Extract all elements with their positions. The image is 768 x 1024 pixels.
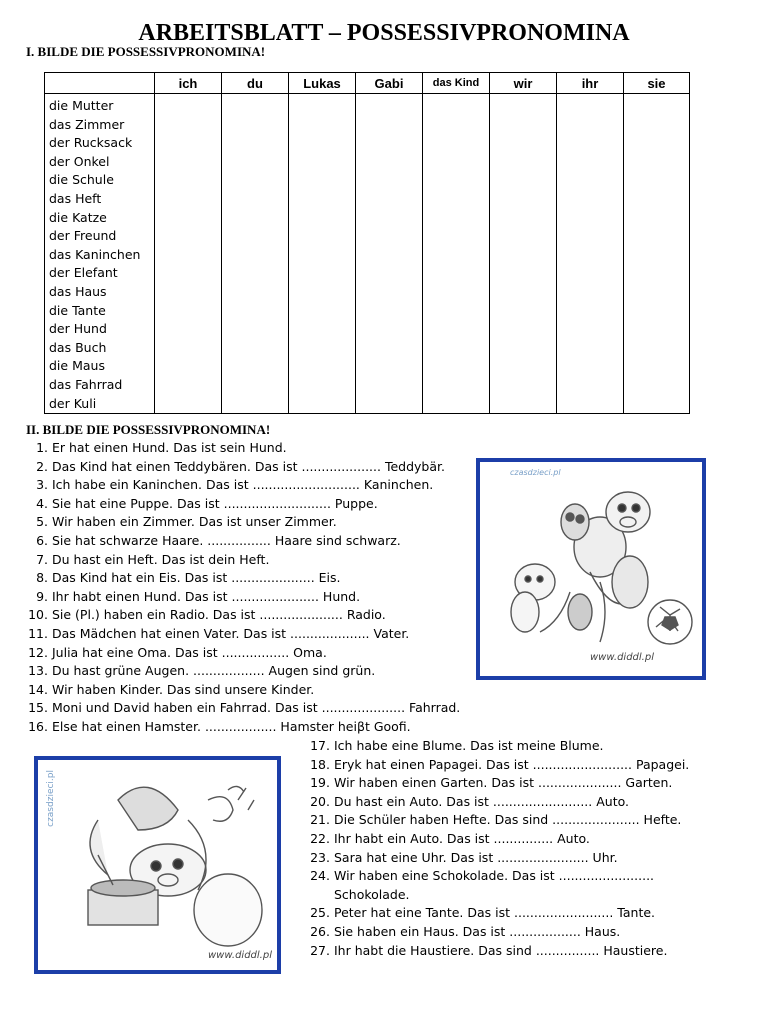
header-du: du [222, 73, 289, 94]
page-title: ARBEITSBLATT – POSSESSIVPRONOMINA [138, 20, 630, 46]
exercise-list-left [28, 439, 460, 737]
section-heading-1: I. BILDE DIE POSSESSIVPRONOMINA! [26, 44, 266, 59]
exercise-item: 20. Du hast ein Auto. Das ist ......................... Auto. [310, 793, 629, 809]
exercise-item: 26. Sie haben ein Haus. Das ist .................. Haus. [310, 923, 621, 939]
answer-cell-sie[interactable] [624, 94, 690, 414]
noun-item: der Kuli [49, 395, 97, 411]
exercise-item: 16. Else hat einen Hamster. .................. Hamster heiβt Goofi. [28, 718, 411, 734]
exercise-item: 11. Das Mädchen hat einen Vater. Das ist .................... Vater. [28, 625, 410, 641]
section-heading-2: II. BILDE DIE POSSESSIVPRONOMINA! [26, 422, 271, 437]
watermark-top: www.diddl.pl [590, 652, 654, 663]
exercise-item: 25. Peter hat eine Tante. Das ist ......................... Tante. [310, 905, 656, 921]
logo-top: czasdzieci.pl [510, 468, 561, 477]
noun-item: die Katze [49, 209, 107, 225]
noun-item: das Zimmer [49, 116, 125, 132]
exercise-item: 7. Du hast ein Heft. Das ist dein Heft. [36, 551, 270, 567]
noun-item: der Hund [49, 321, 107, 337]
exercise-item: 15. Moni und David haben ein Fahrrad. Das ist ..................... Fahrrad. [28, 700, 461, 716]
header-wir: wir [490, 73, 557, 94]
answer-cell-ihr[interactable] [557, 94, 624, 414]
header-lukas: Lukas [289, 73, 356, 94]
noun-item: der Elefant [49, 265, 118, 281]
exercise-item: 10. Sie (Pl.) haben ein Radio. Das ist ..................... Radio. [28, 607, 386, 623]
header-gabi: Gabi [356, 73, 423, 94]
header-sie: sie [624, 73, 690, 94]
exercise-item: 1. Er hat einen Hund. Das ist sein Hund. [36, 440, 287, 455]
noun-item: das Buch [49, 339, 107, 355]
noun-item: die Mutter [49, 98, 114, 113]
header-ich: ich [155, 73, 222, 94]
watermark-bottom: www.diddl.pl [208, 950, 272, 961]
exercise-item-continuation: Schokolade. [333, 886, 410, 902]
exercise-item: 12. Julia hat eine Oma. Das ist ................. Oma. [28, 644, 327, 660]
exercise-item: 8. Das Kind hat ein Eis. Das ist ..................... Eis. [36, 570, 341, 586]
exercise-item: 13. Du hast grüne Augen. .................. Augen sind grün. [28, 663, 376, 679]
exercise-item: 14. Wir haben Kinder. Das sind unsere Kinder. [28, 681, 315, 697]
noun-item: der Rucksack [49, 135, 133, 151]
noun-column [45, 94, 155, 414]
exercise-item: 27. Ihr habt die Haustiere. Das sind ................ Haustiere. [310, 942, 668, 958]
gramophone-drawing [38, 760, 277, 970]
pronoun-table [44, 72, 690, 414]
exercise-item: 23. Sara hat eine Uhr. Das ist ....................... Uhr. [310, 849, 618, 865]
header-ihr: ihr [557, 73, 624, 94]
answer-cell-lukas[interactable] [289, 94, 356, 414]
noun-item: der Onkel [49, 153, 110, 169]
noun-item: das Heft [49, 190, 102, 206]
exercise-item: 24. Wir haben eine Schokolade. Das ist ........................ [310, 868, 655, 884]
answer-cell-das-kind[interactable] [423, 94, 490, 414]
exercise-item: 18. Eryk hat einen Papagei. Das ist ......................... Papagei. [310, 756, 690, 772]
header-empty [45, 73, 155, 94]
exercise-item: 4. Sie hat eine Puppe. Das ist ........................... Puppe. [36, 495, 378, 511]
illustration-mice-playing [476, 458, 706, 680]
exercise-item: 21. Die Schüler haben Hefte. Das sind ...................... Hefte. [310, 812, 682, 828]
table-body-row [45, 94, 690, 414]
answer-cell-du[interactable] [222, 94, 289, 414]
illustration-gramophone-mouse [34, 756, 281, 974]
exercise-list-right [308, 737, 689, 960]
exercise-item: 22. Ihr habt ein Auto. Das ist ............... Auto. [310, 830, 590, 846]
noun-item: die Tante [49, 302, 106, 318]
exercise-item: 19. Wir haben einen Garten. Das ist ..................... Garten. [310, 775, 673, 791]
logo-bottom: czasdzieci.pl [46, 770, 56, 827]
table-header-row [45, 73, 690, 94]
mice-drawing [480, 462, 702, 676]
exercise-item: 2. Das Kind hat einen Teddybären. Das ist .................... Teddybär. [36, 458, 445, 474]
answer-cell-wir[interactable] [490, 94, 557, 414]
exercise-item: 17. Ich habe eine Blume. Das ist meine Blume. [310, 738, 604, 753]
noun-item: die Maus [49, 358, 105, 374]
noun-item: die Schule [49, 172, 114, 188]
answer-cell-gabi[interactable] [356, 94, 423, 414]
noun-item: das Kaninchen [49, 246, 141, 262]
exercise-item: 9. Ihr habt einen Hund. Das ist ...................... Hund. [36, 588, 361, 604]
answer-cell-ich[interactable] [155, 94, 222, 414]
exercise-item: 6. Sie hat schwarze Haare. ................ Haare sind schwarz. [36, 532, 401, 548]
exercise-item: 5. Wir haben ein Zimmer. Das ist unser Zimmer. [36, 514, 337, 530]
exercise-item: 3. Ich habe ein Kaninchen. Das ist ........................... Kaninchen. [36, 477, 434, 493]
noun-item: das Fahrrad [49, 376, 123, 392]
noun-item: das Haus [49, 283, 107, 299]
header-das-kind: das Kind [423, 73, 490, 94]
noun-item: der Freund [49, 228, 117, 244]
